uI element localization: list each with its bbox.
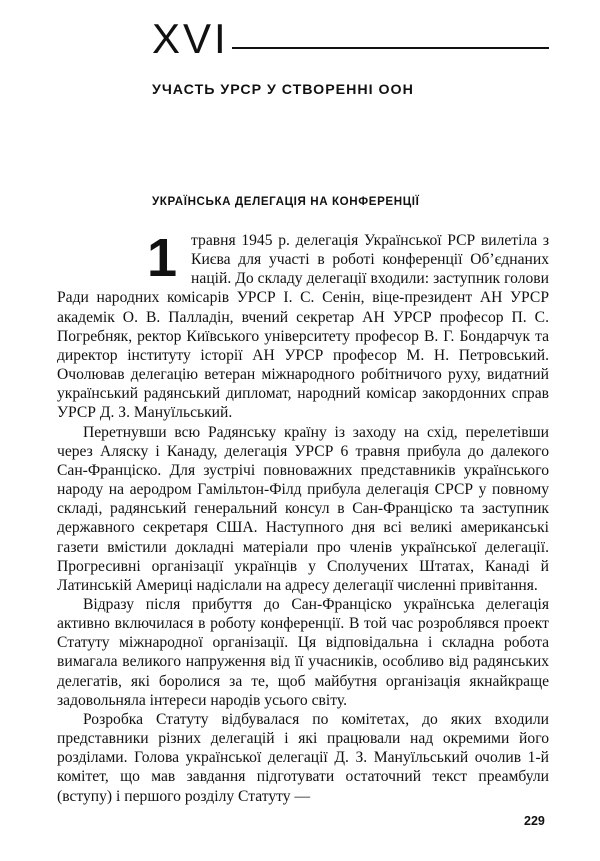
paragraph-1: травня 1945 р. делегація Української РСР вилетіла з Києва для участі в роботі конференції Об’єднаних націй. До складу делегації входили: заступник голови Ради народних комісарів УРСР І. С. Сенін, віце-президент АН УРСР академік О. В. Палладін, вчений секретар АН УРСР професор П. С. Погребняк, ректор Київського університету професор В. Г. Бондарчук та директор інституту історії АН УРСР професор М. Н. Петровський. Очолював делегацію ветеран міжнародного робітничого руху, видатний український радянський дипломат, народний комісар закордонних справ УРСР Д. З. Мануїльський.	[57, 232, 549, 422]
chapter-number: XVI	[152, 15, 229, 62]
body-text	[57, 228, 549, 806]
paragraph-2: Перетнувши всю Радянську країну із заходу на схід, перелетівши через Аляску і Канаду, делегація УРСР 6 травня прибула до далекого Сан-Франціско. Для зустрічі повноважних представників українського народу на аеродром Гамільтон-Філд прибула делегація СРСР у повному складі, радянський генеральний консул в Сан-Франціско та заступник державного секретаря США. Наступного дня всі великі американські газети вмістили докладні матеріали про членів української делегації. Прогресивні організації українців у Сполучених Штатах, Канаді й Латинській Америці надіслали на адресу делегації численні привітання.	[57, 423, 549, 594]
chapter-rule	[232, 47, 549, 49]
drop-cap: 1	[147, 228, 178, 288]
section-title: УКРАЇНСЬКА ДЕЛЕГАЦІЯ НА КОНФЕРЕНЦІЇ	[152, 195, 420, 208]
paragraph-4: Розробка Статуту відбувалася по комітетах, до яких входили представники різних делегацій і які працювали над окремими його розділами. Голова української делегації Д. З. Мануїльський очолив 1-й комітет, що мав завдання підготувати остаточний текст преамбули (вступу) і першого розділу Статуту —	[57, 710, 549, 805]
chapter-title: УЧАСТЬ УРСР У СТВОРЕННІ ООН	[152, 82, 414, 98]
paragraph-3: Відразу після прибуття до Сан-Франціско українська делегація активно включилася в роботу конференції. В той час розроблявся проект Статуту міжнародної організації. Ця відповідальна і складна робота вимагала великого напруження від її учасників, особливо від радянських делегатів, які боролися за те, щоб майбутня організація якнайкраще задовольняла інтереси народів усього світу.	[57, 595, 549, 709]
page-number: 229	[524, 814, 545, 828]
